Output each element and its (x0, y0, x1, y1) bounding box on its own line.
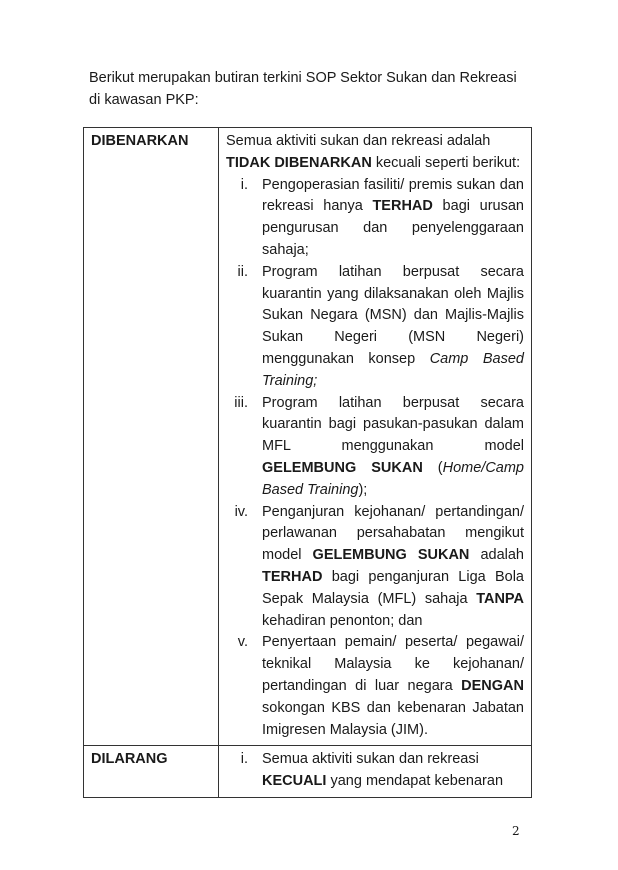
item-text: Program latihan berpusat secara kuarantin bagi pasukan-pasukan dalam MFL menggunakan model GELEMBUNG SUKAN (Home/Camp Based Training); (262, 394, 524, 498)
item-text: Program latihan berpusat secara kuarantin yang dilaksanakan oleh Majlis Sukan Negara (MSN) dan Majlis-Majlis Sukan Negeri (MSN Negeri) menggunakan konsep Camp Based Training; (262, 263, 524, 389)
details-cell (219, 746, 532, 798)
intro-line-1: Berikut merupakan butiran terkini SOP Sektor Sukan dan Rekreasi (89, 70, 517, 86)
intro-line-2: di kawasan PKP: (89, 92, 199, 108)
item-number: i. (240, 751, 248, 768)
item-number: iv. (234, 503, 248, 520)
page-number: 2 (512, 824, 520, 838)
item-text: Penganjuran kejohanan/ pertandingan/ perlawanan persahabatan mengikut model GELEMBUNG SUKAN adalah TERHAD bagi penganjuran Liga Bola Sepak Malaysia (MFL) sahaja TANPA kehadiran penonton; dan (262, 503, 524, 629)
category-cell: DIBENARKAN (84, 128, 219, 746)
list-item (226, 502, 524, 633)
sop-table (83, 127, 532, 798)
item-text: Penyertaan pemain/ peserta/ pegawai/ teknikal Malaysia ke kejohanan/ pertandingan di luar negara DENGAN sokongan KBS dan kebenaran Jabatan Imigresen Malaysia (JIM). (262, 634, 524, 738)
item-number: iii. (234, 394, 248, 411)
lead-text (226, 131, 524, 175)
item-text: Pengoperasian fasiliti/ premis sukan dan rekreasi hanya TERHAD bagi urusan pengurusan dan penyelenggaraan sahaja; (262, 176, 524, 258)
prohibited-list (226, 749, 524, 793)
category-cell: DILARANG (84, 746, 219, 798)
list-item (226, 175, 524, 262)
intro-paragraph (89, 67, 539, 111)
table-row-dilarang (84, 746, 532, 798)
item-number: i. (240, 176, 248, 193)
list-item (226, 749, 524, 793)
item-number: v. (237, 634, 248, 651)
list-item (226, 393, 524, 502)
details-cell (219, 128, 532, 746)
lead-text-part: Semua aktiviti sukan dan rekreasi adalah (226, 133, 491, 149)
list-item (226, 632, 524, 741)
item-text: Semua aktiviti sukan dan rekreasi KECUALI yang mendapat kebenaran (262, 751, 504, 790)
lead-text-part: kecuali seperti berikut: (371, 154, 521, 171)
table-row-dibenarkan (84, 128, 532, 746)
list-item (226, 262, 524, 393)
item-number: ii. (237, 263, 248, 280)
allowed-list (226, 175, 524, 742)
lead-bold: TIDAK DIBENARKAN (226, 154, 372, 171)
